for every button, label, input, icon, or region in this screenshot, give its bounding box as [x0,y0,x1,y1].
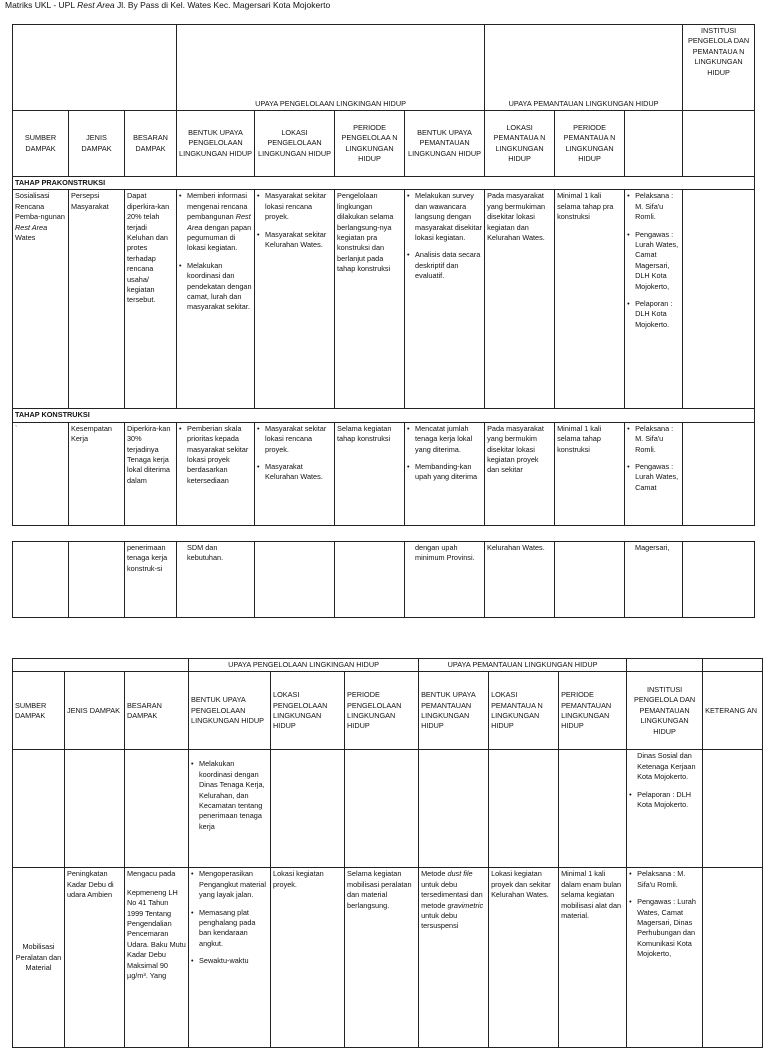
cell-lokasi-pengelolaan: Lokasi kegiatan proyek. [271,868,345,1048]
cell-jenis-dampak: Kesempatan Kerja [69,422,125,525]
cell-keterangan [703,750,763,868]
cell-periode-pengelolaan: Pengelolaan lingkungan dilakukan selama berlangsung-nya kegiatan pra konstruksi dan berlanjut pada tahap konstruksi [335,190,405,409]
list-item: • Pengawas : Lurah Wates, Camat Magersari, DLH Kota Mojokerto, [635,230,680,292]
header-lokasi-pemantauan: LOKASI PEMANTAUA N LINGKUNGAN HIDUP [489,672,559,750]
cell-lokasi-pemantauan [489,750,559,868]
header-upaya-pengelolaan: UPAYA PENGELOLAAN LINGKINGAN HIDUP [189,659,419,672]
cell-bentuk-pemantauan [405,190,485,409]
cell-institusi [625,422,683,525]
sumber-text: Wates [15,233,36,243]
cell-lokasi-pemantauan: Pada masyarakat yang bermukim disekitar lokasi kegiatan proyek dan sekitar [485,422,555,525]
cell-sumber-dampak: ` [13,422,69,525]
list-item: • Masyarakat sekitar lokasi rencana proyek. [265,191,332,222]
cell-bentuk-pengelolaan: SDM dan kebutuhan. [177,542,255,618]
sumber-text: Sosialisasi Rencana Pemba-ngunan [15,191,65,222]
list-item: • Mengoperasikan Pengangkut material yang layak jalan. [199,869,268,900]
header-sumber-dampak: SUMBER DAMPAK [13,672,65,750]
pemantauan-text: untuk debu tersedimentasi dan metode [421,879,483,910]
cell-bentuk-pengelolaan [189,750,271,868]
cell-bentuk-pemantauan [419,750,489,868]
list-item: • Masyarakat sekitar lokasi rencana proyek. [265,424,332,455]
institusi-text: Dinas Sosial dan Ketenaga Kerjaan Kota Mojokerto. [637,751,696,782]
header-upaya-pengelolaan: UPAYA PENGELOLAAN LINGKINGAN HIDUP [177,25,485,111]
header-bentuk-pemantauan: BENTUK UPAYA PEMANTAUAN LINGKUNGAN HIDUP [419,672,489,750]
cell-sumber-dampak [13,542,69,618]
cell-periode-pemantauan [555,542,625,618]
title-part: Matriks UKL - UPL [5,0,78,10]
header-bentuk-pengelolaan: BENTUK UPAYA PENGELOLAAN LINGKUNGAN HIDUP [189,672,271,750]
list-item: • Membanding-kan upah yang diterima [415,462,482,483]
header-keterangan: KETERANG AN [703,672,763,750]
header-jenis-dampak: JENIS DAMPAK [69,111,125,177]
cell-lokasi-pemantauan: Lokasi kegiatan proyek dan sekitar Kelurahan Wates. [489,868,559,1048]
list-item: • Pelaporan : DLH Kota Mojokerto. [637,790,700,811]
cell-sumber-dampak: Mobilisasi Peralatan dan Material [13,868,65,1048]
cell-keterangan [683,542,755,618]
cell-periode-pengelolaan [345,750,419,868]
header-institusi: INSTITUSI PENGELOLA DAN PEMANTAUAN LINGKUNGAN HIDUP [627,672,703,750]
cell-bentuk-pemantauan [405,422,485,525]
cell-jenis-dampak: Peningkatan Kadar Debu di udara Ambien [65,868,125,1048]
header-besaran-dampak: BESARAN DAMPAK [125,111,177,177]
cell-institusi [627,750,703,868]
cell-lokasi-pengelolaan [255,542,335,618]
cell-institusi: Magersari, [625,542,683,618]
list-item: • Memasang plat penghalang pada ban kendaraan angkut. [199,908,268,950]
header-sumber-dampak: SUMBER DAMPAK [13,111,69,177]
cell-periode-pemantauan [559,750,627,868]
list-item: • Pelaksana : M. Sifa'u Romli. [635,424,680,455]
pemantauan-text: Metode [421,869,446,879]
cell-periode-pemantauan: Minimal 1 kali selama tahap konstruksi [555,422,625,525]
cell-sumber-dampak [13,190,69,409]
list-item: • Mencatat jumlah tenaga kerja lokal yang diterima. [415,424,482,455]
header-besaran-dampak: BESARAN DAMPAK [125,672,189,750]
section-prakonstruksi: TAHAP PRAKONSTRUKSI [13,177,755,190]
list-item: • Pelaksana : M. Sifa'u Romli. [635,191,680,222]
header-periode-pemantauan: PERIODE PEMANTAUA N LINGKUNGAN HIDUP [555,111,625,177]
header-bentuk-pemantauan: BENTUK UPAYA PEMANTAUAN LINGKUNGAN HIDUP [405,111,485,177]
cell-periode-pemantauan: Minimal 1 kali dalam enam bulan selama kegiatan mobilisasi alat dan material. [559,868,627,1048]
title-part: Jl. By Pass di Kel. Wates Kec. Magersari Kota Mojokerto [114,0,331,10]
cell-bentuk-pemantauan [419,868,489,1048]
list-item: • Pelaksana : M. Sifa'u Romli. [637,869,700,890]
header-lokasi-pemantauan: LOKASI PEMANTAUA N LINGKUNGAN HIDUP [485,111,555,177]
list-item: • Pemberian skala prioritas kepada masyarakat sekitar lokasi proyek berdasarkan ketersediaan [187,424,252,486]
list-item: • Masyarakat Kelurahan Wates. [265,462,332,483]
cell-lokasi-pemantauan: Kelurahan Wates. [485,542,555,618]
title-part-italic: Rest Area [77,0,115,10]
cell-periode-pengelolaan [335,542,405,618]
cell-jenis-dampak [65,750,125,868]
list-item: • Melakukan koordinasi dengan Dinas Tenaga Kerja, Kelurahan, dan Kecamatan tentang penerimaan tenaga kerja [199,759,268,832]
cell-periode-pengelolaan: Selama kegiatan tahap konstruksi [335,422,405,525]
cell-jenis-dampak: Persepsi Masyarakat [69,190,125,409]
cell-bentuk-pengelolaan [177,190,255,409]
cell-keterangan [683,422,755,525]
list-text: dengan papan pegumuman di lokasi kegiatan. [187,222,252,253]
pemantauan-text: untuk debu tersuspensi [421,911,459,931]
cell-periode-pemantauan: Minimal 1 kali selama tahap pra konstruksi [555,190,625,409]
list-text-italic: Rest Area [187,212,251,232]
header-lokasi-pengelolaan: LOKASI PENGELOLAAN LINGKUNGAN HIDUP [255,111,335,177]
cell-lokasi-pengelolaan [271,750,345,868]
header-upaya-pemantauan: UPAYA PEMANTAUAN LINGKUNGAN HIDUP [419,659,627,672]
blank-header-cell [13,659,189,672]
cell-besaran-dampak [125,750,189,868]
header-periode-pengelolaan: PERIODE PENGELOLAAN LINGKUNGAN HIDUP [345,672,419,750]
header-institusi: INSTITUSI PENGELOLA DAN PEMANTAUA N LINGKUNGAN HIDUP [683,25,755,111]
cell-besaran-dampak: Diperkira-kan 30% terjadinya Tenaga kerja lokal diterima dalam [125,422,177,525]
cell-lokasi-pemantauan: Pada masyarakat yang bermukiman disekitar lokasi kegiatan dan Kelurahan Wates. [485,190,555,409]
header-jenis-dampak: JENIS DAMPAK [65,672,125,750]
besaran-text: Mengacu pada [127,869,176,879]
cell-keterangan [683,190,755,409]
cell-bentuk-pemantauan: dengan upah minimum Provinsi. [405,542,485,618]
matrix-table-2 [12,658,763,1048]
list-text: Memberi informasi mengenai rencana pembangunan [187,191,248,222]
blank-header-cell [13,25,177,111]
header-bentuk-pengelolaan: BENTUK UPAYA PENGELOLAAN LINGKUNGAN HIDUP [177,111,255,177]
header-upaya-pemantauan: UPAYA PEMANTAUAN LINGKUNGAN HIDUP [485,25,683,111]
cell-institusi [627,868,703,1048]
besaran-text: Kepmeneng LH No 41 Tahun 1999 Tentang Pengendalian Pencemaran Udara. Baku Mutu Kadar Debu Maksimal 90 µg/m³. Yang [127,887,186,981]
section-konstruksi: TAHAP KONSTRUKSI [13,409,755,422]
cell-besaran-dampak: penerimaan tenaga kerja konstruk-si [125,542,177,618]
list-item: • Melakukan koordinasi dan pendekatan dengan camat, lurah dan masyarakat sekitar. [187,261,252,313]
list-item [187,191,252,253]
cell-bentuk-pengelolaan [189,868,271,1048]
blank-header-cell [703,659,763,672]
list-item: • Melakukan survey dan wawancara langsung dengan masyarakat disekitar lokasi kegiatan. [415,191,482,243]
pemantauan-text-italic: dust file [447,869,473,879]
cell-lokasi-pengelolaan [255,190,335,409]
list-item: • Sewaktu-waktu [199,956,268,966]
header-lokasi-pengelolaan: LOKASI PENGELOLAAN LINGKUNGAN HIDUP [271,672,345,750]
document-title [5,0,330,11]
cell-keterangan [703,868,763,1048]
blank-header-cell [627,659,703,672]
list-item: • Analisis data secara deskriptif dan evaluatif. [415,250,482,281]
cell-besaran-dampak [125,868,189,1048]
blank-header-cell [625,111,683,177]
list-item: • Pelaporan : DLH Kota Mojokerto. [635,299,680,330]
header-periode-pemantauan: PERIODE PEMANTAUAN LINGKUNGAN HIDUP [559,672,627,750]
cell-periode-pengelolaan: Selama kegiatan mobilisasi peralatan dan material berlangsung. [345,868,419,1048]
cell-sumber-dampak [13,750,65,868]
pemantauan-text-italic: gravimetric [447,900,484,910]
cell-bentuk-pengelolaan [177,422,255,525]
cell-besaran-dampak: Dapat diperkira-kan 20% telah terjadi Keluhan dan protes terhadap rencana usaha/ kegiatan tersebut. [125,190,177,409]
matrix-table-1 [12,24,755,526]
cell-jenis-dampak [69,542,125,618]
list-item: • Masyarakat sekitar Kelurahan Wates. [265,230,332,251]
list-item: • Pengawas : Lurah Wates, Camat [635,462,680,493]
list-item: • Pengawas : Lurah Wates, Camat Magersari, Dinas Perhubungan dan Komunikasi Kota Mojokerto, [637,897,700,959]
cell-institusi [625,190,683,409]
header-periode-pengelolaan: PERIODE PENGELOLAA N LINGKUNGAN HIDUP [335,111,405,177]
matrix-table-1-continued [12,541,755,618]
blank-header-cell [683,111,755,177]
sumber-text-italic: Rest Area [15,222,48,232]
cell-lokasi-pengelolaan [255,422,335,525]
